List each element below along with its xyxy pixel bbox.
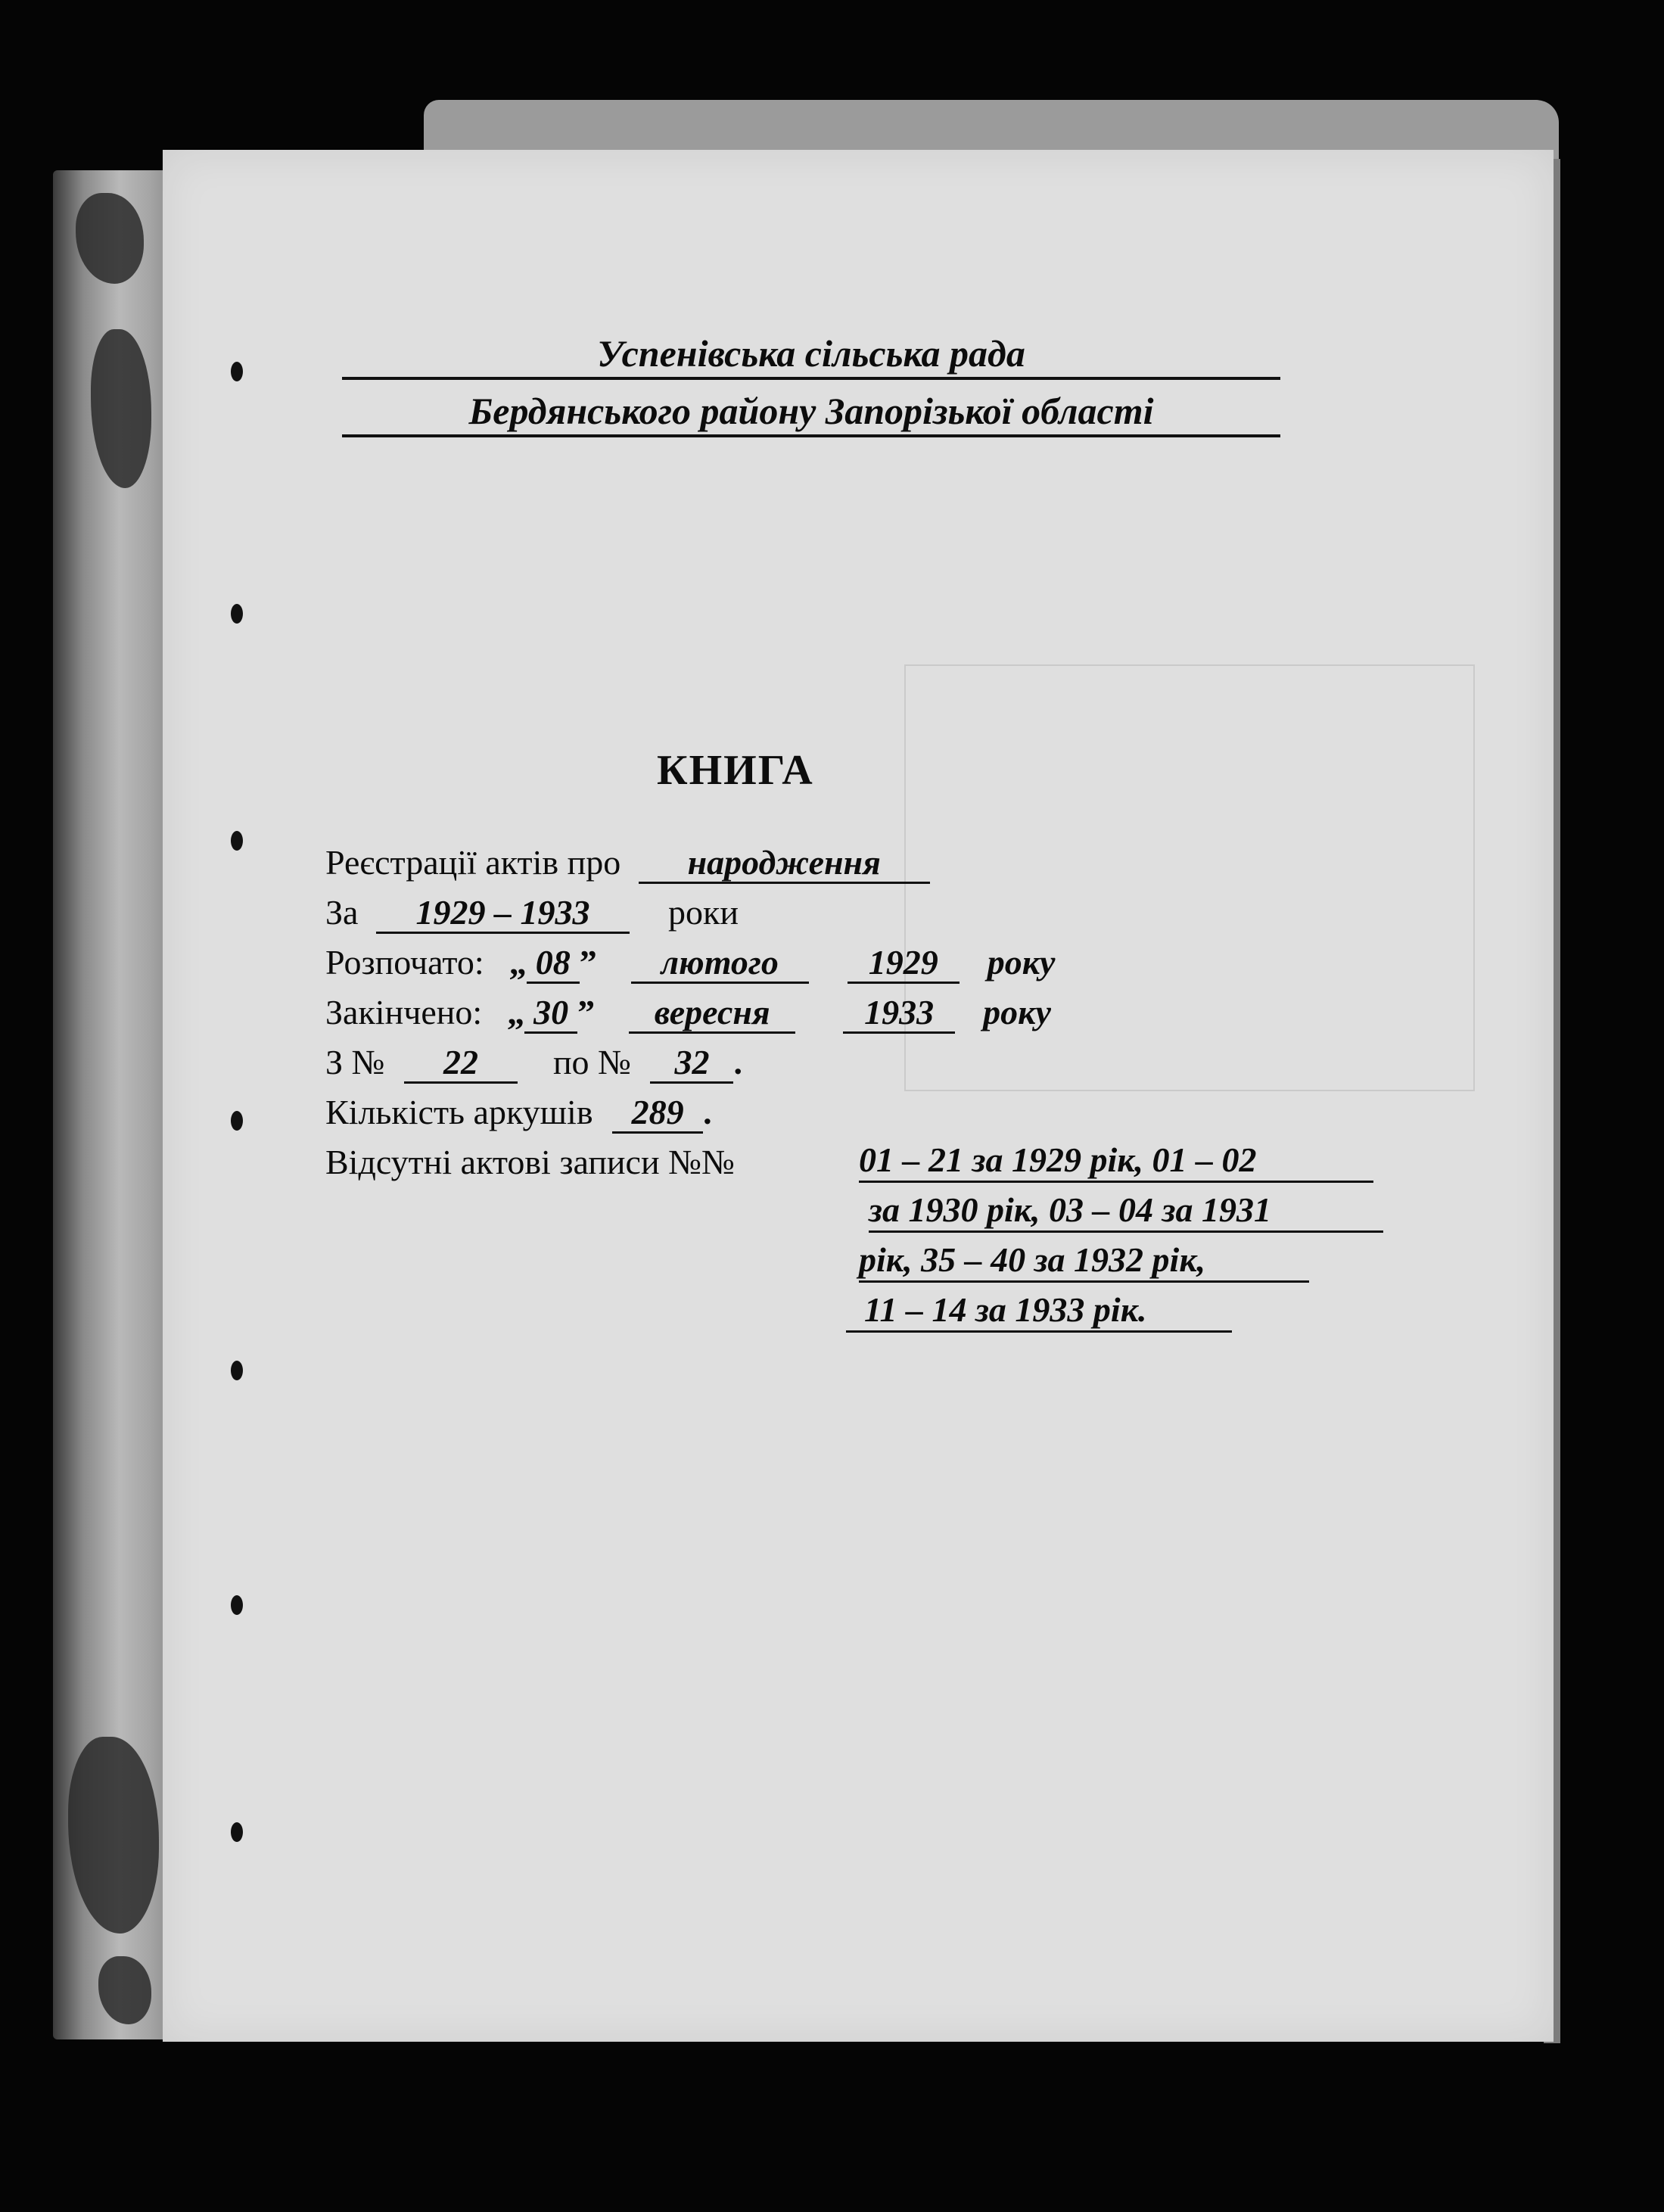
quote-close: ” bbox=[577, 993, 596, 1031]
years-value: 1929 – 1933 bbox=[376, 894, 630, 934]
registration-label: Реєстрації актів про bbox=[325, 843, 621, 882]
punch-hole bbox=[231, 1111, 243, 1131]
range-to-label: по № bbox=[552, 1043, 631, 1081]
quote-open: „ bbox=[507, 993, 525, 1031]
missing-label: Відсутні актові записи №№ bbox=[325, 1143, 735, 1181]
finished-day: 30 bbox=[524, 994, 577, 1034]
started-year: 1929 bbox=[848, 944, 960, 984]
range-from-value: 22 bbox=[404, 1044, 518, 1084]
started-suffix: року bbox=[987, 943, 1056, 982]
sheets-label: Кількість аркушів bbox=[325, 1093, 593, 1131]
punch-hole bbox=[231, 604, 243, 624]
sheets-row bbox=[325, 1091, 712, 1134]
finished-label: Закінчено: bbox=[325, 993, 483, 1031]
sheets-value: 289 bbox=[612, 1094, 703, 1134]
registration-row bbox=[325, 842, 930, 884]
header-council-name: Успенівська сільська рада bbox=[342, 330, 1280, 380]
started-row bbox=[325, 941, 1055, 984]
punch-hole bbox=[231, 362, 243, 381]
punch-hole bbox=[231, 831, 243, 851]
missing-line-3: рік, 35 – 40 за 1932 рік, bbox=[859, 1240, 1309, 1283]
book-title: КНИГА bbox=[657, 747, 814, 794]
missing-row bbox=[325, 1141, 735, 1184]
started-month: лютого bbox=[631, 944, 809, 984]
finished-year: 1933 bbox=[843, 994, 955, 1034]
quote-open: „ bbox=[509, 943, 527, 982]
finished-month: вересня bbox=[629, 994, 795, 1034]
sheets-end: . bbox=[703, 1093, 712, 1131]
missing-line-4: 11 – 14 за 1933 рік. bbox=[846, 1290, 1232, 1333]
torn-binding-strip bbox=[53, 170, 174, 2039]
missing-line-1: 01 – 21 за 1929 рік, 01 – 02 bbox=[859, 1140, 1373, 1183]
started-day: 08 bbox=[527, 944, 580, 984]
years-suffix: роки bbox=[667, 893, 739, 932]
finished-suffix: року bbox=[983, 993, 1051, 1031]
header-district-region: Бердянського району Запорізької області bbox=[342, 387, 1280, 437]
punch-hole bbox=[231, 1595, 243, 1615]
punch-hole bbox=[231, 1822, 243, 1842]
years-row bbox=[325, 891, 739, 934]
range-end: . bbox=[733, 1043, 742, 1081]
missing-line-2: за 1930 рік, 03 – 04 за 1931 bbox=[869, 1190, 1383, 1233]
years-prefix: За bbox=[325, 893, 359, 932]
registration-value: народження bbox=[639, 844, 930, 884]
range-row bbox=[325, 1041, 742, 1084]
range-to-value: 32 bbox=[650, 1044, 733, 1084]
range-from-label: З № bbox=[325, 1043, 385, 1081]
quote-close: ” bbox=[579, 943, 597, 982]
finished-row bbox=[325, 991, 1051, 1034]
started-label: Розпочато: bbox=[325, 943, 484, 982]
punch-hole bbox=[231, 1361, 243, 1380]
